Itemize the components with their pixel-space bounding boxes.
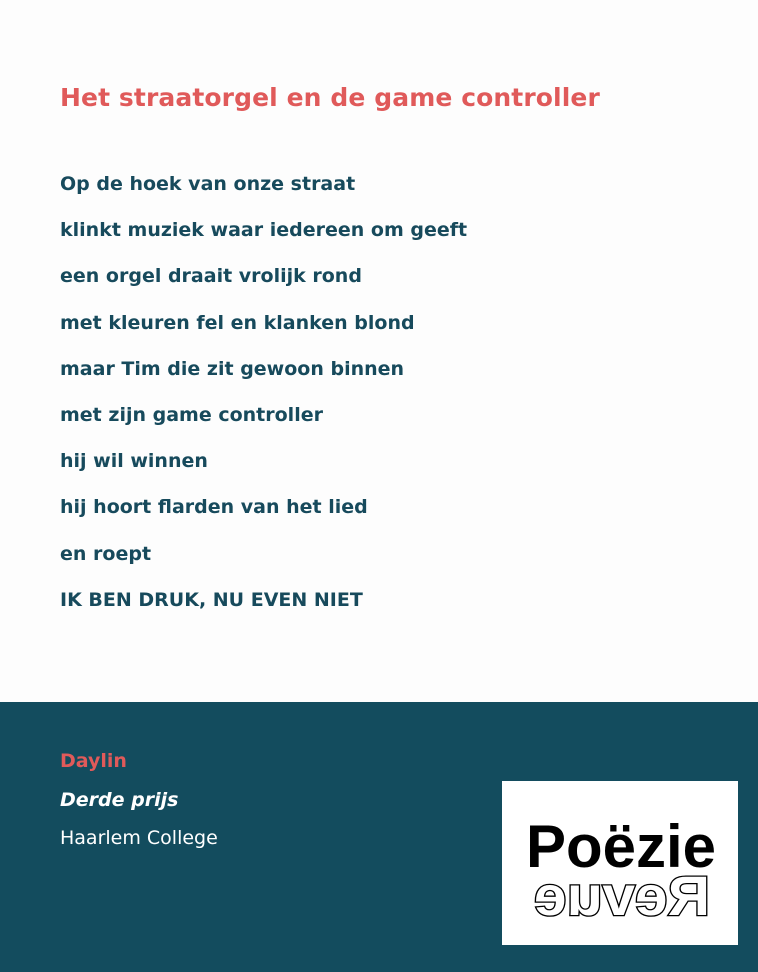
poem-body (60, 170, 467, 632)
poem-line: een orgel draait vrolijk rond (60, 265, 362, 288)
school-name: Haarlem College (60, 827, 218, 849)
poem-line: met zijn game controller (60, 403, 323, 426)
poem-line: Op de hoek van onze straat (60, 173, 356, 195)
poem-line: IK BEN DRUK, NU EVEN NIET (60, 588, 363, 611)
prize-label: Derde prijs (60, 789, 179, 811)
poem-line: hij hoort flarden van het lied (60, 496, 368, 519)
poem-title: Het straatorgel en de game controller (60, 83, 600, 112)
author-name: Daylin (60, 750, 127, 772)
logo-word-bottom: Revue (534, 864, 710, 927)
poem-line: hij wil winnen (60, 450, 208, 473)
poem-line: klinkt muziek waar iedereen om geeft (60, 219, 468, 242)
poem-line: maar Tim die zit gewoon binnen (60, 357, 405, 380)
logo-word-top: Poëzie (526, 813, 716, 880)
poem-line: met kleuren fel en klanken blond (60, 311, 415, 334)
poem-line: en roept (60, 542, 152, 565)
poezie-revue-logo (502, 781, 738, 945)
